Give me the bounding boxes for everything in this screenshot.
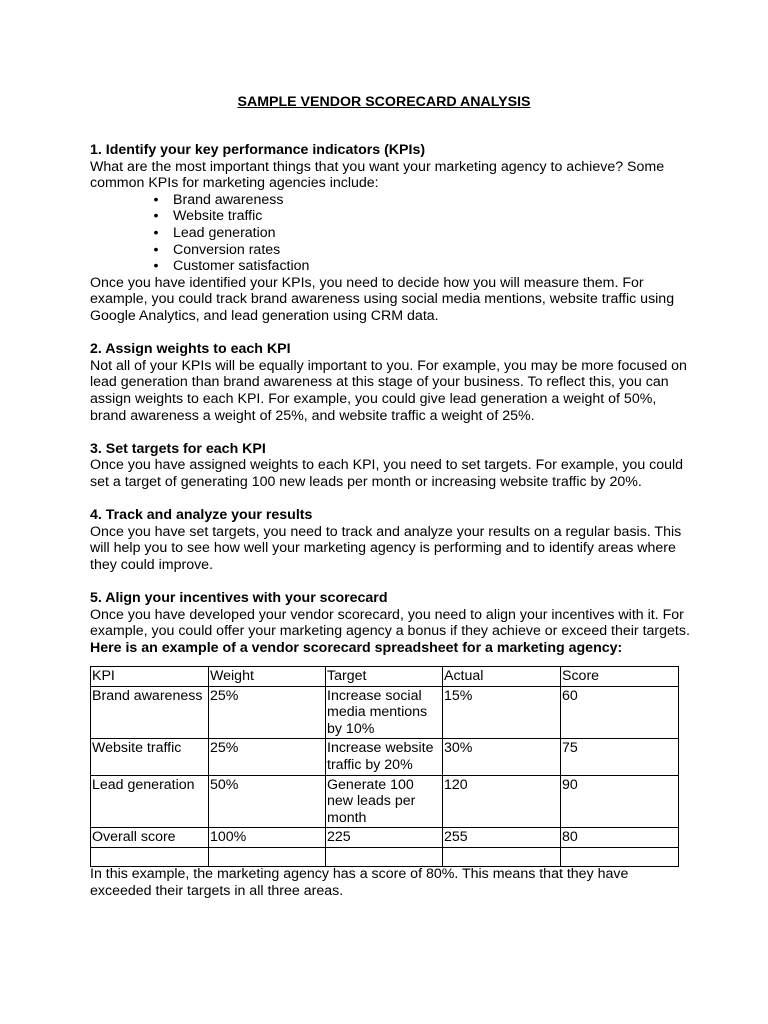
table-cell — [209, 847, 326, 866]
spacer — [90, 573, 690, 590]
table-cell: 100% — [209, 828, 326, 848]
scorecard-table — [90, 666, 679, 867]
table-cell: Overall score — [91, 828, 209, 848]
header-cell: Weight — [209, 667, 326, 687]
header-cell: Target — [326, 667, 443, 687]
bullet-icon: • — [153, 258, 159, 275]
table-cell: 255 — [443, 828, 561, 848]
bullet-icon: • — [153, 191, 159, 208]
list-item — [153, 191, 690, 209]
table-cell: Website traffic — [91, 739, 209, 775]
table-cell — [443, 847, 561, 866]
list-item — [153, 241, 690, 259]
table-cell: 25% — [209, 739, 326, 775]
table-cell: Increase website traffic by 20% — [326, 739, 443, 775]
bullet-icon: • — [153, 241, 159, 258]
list-item-label: Website traffic — [173, 208, 263, 225]
bullet-icon: • — [153, 224, 159, 241]
spacer — [90, 325, 690, 342]
section-4-heading: 4. Track and analyze your results — [90, 507, 313, 524]
document-body — [90, 142, 690, 656]
section-4-body: Once you have set targets, you need to track and analyze your results on a regular basis. This will help you to see how well your marketing agency is performing and to identify areas where they could improve. — [90, 523, 682, 573]
spacer — [90, 424, 690, 441]
table-cell: 75 — [561, 739, 679, 775]
bullet-icon: • — [153, 208, 159, 225]
table-cell: Generate 100 new leads per month — [326, 775, 443, 828]
closing-paragraph: In this example, the marketing agency has a score of 80%. This means that they have exceeded their targets in all three areas. — [90, 866, 629, 899]
document-title: SAMPLE VENDOR SCORECARD ANALYSIS — [237, 94, 531, 110]
table-row — [91, 828, 679, 848]
list-item — [153, 258, 690, 275]
list-item-label: Customer satisfaction — [173, 258, 310, 275]
header-cell: Actual — [443, 667, 561, 687]
section-5-body: Once you have developed your vendor scorecard, you need to align your incentives with it. For example, you could offer your marketing agency a bonus if they achieve or exceed their targets. — [90, 606, 690, 640]
list-item-label: Brand awareness — [173, 191, 284, 208]
table-cell: 60 — [561, 686, 679, 739]
list-item-label: Conversion rates — [173, 241, 281, 258]
section-5-heading: 5. Align your incentives with your scorecard — [90, 590, 388, 607]
table-intro: Here is an example of a vendor scorecard spreadsheet for a marketing agency: — [90, 639, 623, 656]
table-header-row — [91, 667, 679, 687]
spacer — [90, 490, 690, 507]
table-cell — [91, 847, 209, 866]
section-1-heading: 1. Identify your key performance indicators (KPIs) — [90, 142, 426, 158]
table-row — [91, 775, 679, 828]
table-row — [91, 686, 679, 739]
section-2-heading: 2. Assign weights to each KPI — [90, 341, 291, 358]
section-1-body: Once you have identified your KPIs, you need to decide how you will measure them. For example, you could track brand awareness using social media mentions, website traffic using Google Analytics, and lead generation using CRM data. — [90, 274, 675, 324]
section-3-body: Once you have assigned weights to each KPI, you need to set targets. For example, you could set a target of generating 100 new leads per month or increasing website traffic by 20%. — [90, 457, 684, 490]
list-item — [153, 224, 690, 242]
table-cell: 120 — [443, 775, 561, 828]
table-cell: 80 — [561, 828, 679, 848]
section-3-heading: 3. Set targets for each KPI — [90, 440, 266, 457]
header-cell: Score — [561, 667, 679, 687]
table-empty-row — [91, 847, 679, 866]
section-2-body: Not all of your KPIs will be equally important to you. For example, you may be more focused on lead generation than brand awareness at this stage of your business. To reflect this, you can assign weights to each KPI. For example, you could give lead generation a weight of 50%, brand awareness a weight of 25%, and website traffic a weight of 25%. — [90, 357, 687, 424]
table-cell: 15% — [443, 686, 561, 739]
table-cell: 225 — [326, 828, 443, 848]
table-cell: Lead generation — [91, 775, 209, 828]
kpi-bullet-list — [90, 192, 690, 275]
table-cell — [326, 847, 443, 866]
section-1-intro: What are the most important things that you want your marketing agency to achieve? Some common KPIs for marketing agencies include: — [90, 158, 665, 192]
list-item — [153, 208, 690, 225]
table-cell: Increase social media mentions by 10% — [326, 686, 443, 739]
table-cell: Brand awareness — [91, 686, 209, 739]
table-cell: 25% — [209, 686, 326, 739]
table-cell: 90 — [561, 775, 679, 828]
table-cell: 50% — [209, 775, 326, 828]
list-item-label: Lead generation — [173, 224, 276, 241]
header-cell: KPI — [91, 667, 209, 687]
table-cell — [561, 847, 679, 866]
table-row — [91, 739, 679, 775]
table-cell: 30% — [443, 739, 561, 775]
